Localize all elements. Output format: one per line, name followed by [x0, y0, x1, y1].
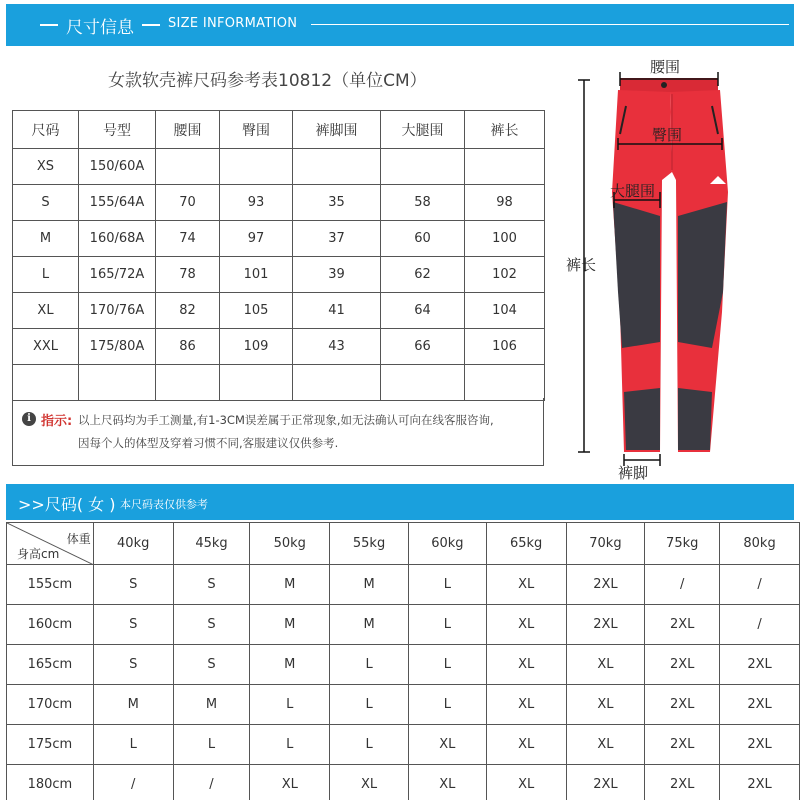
size-column-header: 大腿围	[381, 111, 465, 149]
size-table-cell: 150/60A	[79, 149, 156, 185]
size-table-cell: 78	[156, 257, 220, 293]
size-table-cell: 98	[465, 185, 545, 221]
weight-column-header: 65kg	[486, 523, 566, 565]
size-table-cell: 82	[156, 293, 220, 329]
label-waist: 腰围	[650, 58, 681, 76]
size-table-cell: 104	[465, 293, 545, 329]
recommended-size-cell: 2XL	[720, 765, 800, 800]
size-table-row	[13, 293, 545, 329]
weight-column-header: 80kg	[720, 523, 800, 565]
weight-header-row	[7, 523, 800, 565]
recommended-size-cell: /	[645, 565, 720, 605]
size-column-header: 号型	[79, 111, 156, 149]
size-table-cell: 160/68A	[79, 221, 156, 257]
height-row	[7, 605, 800, 645]
recommended-size-cell: /	[720, 605, 800, 645]
recommended-size-cell: M	[250, 565, 330, 605]
height-label: 155cm	[7, 565, 94, 605]
recommended-size-cell: 2XL	[566, 765, 645, 800]
recommended-size-cell: S	[93, 565, 173, 605]
size-table-cell: 62	[381, 257, 465, 293]
size-table-cell	[381, 149, 465, 185]
size-table-header	[13, 111, 545, 149]
size-chart-table	[12, 110, 545, 401]
size-table-cell: L	[13, 257, 79, 293]
banner-dash-left	[40, 24, 58, 26]
size-table-cell	[465, 149, 545, 185]
size-chart-title: 女款软壳裤尺码参考表10812（单位CM）	[108, 71, 427, 91]
size-table-row	[13, 365, 545, 401]
size-table-cell: M	[13, 221, 79, 257]
recommended-size-cell: 2XL	[645, 645, 720, 685]
size-table-cell: 105	[220, 293, 293, 329]
size-table-cell: 74	[156, 221, 220, 257]
recommended-size-cell: XL	[408, 725, 486, 765]
size-table-cell: 93	[220, 185, 293, 221]
size-table-cell: 165/72A	[79, 257, 156, 293]
weight-column-header: 50kg	[250, 523, 330, 565]
size-info-banner	[6, 4, 794, 46]
height-row	[7, 725, 800, 765]
recommendation-subtitle: 本尺码表仅供参考	[120, 498, 208, 511]
size-table-cell: 70	[156, 185, 220, 221]
size-table-cell: 64	[381, 293, 465, 329]
note-line-1: 以上尺码均为手工测量,有1-3CM误差属于正常现象,如无法确认可向在线客服咨询,	[78, 413, 494, 427]
note-line-2: 因每个人的体型及穿着习惯不同,客服建议仅供参考.	[78, 436, 339, 450]
size-table-cell: 66	[381, 329, 465, 365]
recommended-size-cell: /	[93, 765, 173, 800]
size-column-header: 腰围	[156, 111, 220, 149]
weight-height-table	[6, 522, 800, 800]
size-table-cell: 39	[293, 257, 381, 293]
recommended-size-cell: XL	[408, 765, 486, 800]
note-label: 指示:	[41, 414, 73, 429]
recommended-size-cell: XL	[330, 765, 409, 800]
recommended-size-cell: 2XL	[720, 685, 800, 725]
size-table-cell: 109	[220, 329, 293, 365]
size-table-cell	[465, 365, 545, 401]
size-table-cell: 106	[465, 329, 545, 365]
height-label: 165cm	[7, 645, 94, 685]
recommended-size-cell: M	[330, 605, 409, 645]
recommended-size-cell: M	[250, 605, 330, 645]
size-column-header: 尺码	[13, 111, 79, 149]
size-table-cell	[220, 149, 293, 185]
size-table-row	[13, 257, 545, 293]
size-table-row	[13, 329, 545, 365]
recommended-size-cell: M	[250, 645, 330, 685]
size-table-cell	[156, 365, 220, 401]
weight-column-header: 55kg	[330, 523, 409, 565]
size-table-row	[13, 149, 545, 185]
height-label: 170cm	[7, 685, 94, 725]
height-row	[7, 685, 800, 725]
recommended-size-cell: XL	[486, 685, 566, 725]
pants-diagram	[560, 52, 800, 484]
size-table-cell: XS	[13, 149, 79, 185]
recommended-size-cell: XL	[566, 725, 645, 765]
recommended-size-cell: XL	[486, 765, 566, 800]
banner-title-cn: 尺寸信息	[66, 18, 134, 38]
corner-height-label: 身高cm	[17, 547, 60, 561]
size-table-cell: 43	[293, 329, 381, 365]
height-label: 175cm	[7, 725, 94, 765]
size-table-cell: 97	[220, 221, 293, 257]
size-table-cell: 60	[381, 221, 465, 257]
label-thigh: 大腿围	[610, 182, 656, 200]
recommended-size-cell: XL	[486, 725, 566, 765]
size-table-cell: XXL	[13, 329, 79, 365]
banner-dash-right	[142, 24, 160, 26]
recommended-size-cell: /	[720, 565, 800, 605]
height-row	[7, 565, 800, 605]
recommended-size-cell: 2XL	[566, 605, 645, 645]
weight-column-header: 75kg	[645, 523, 720, 565]
recommendation-title: >>尺码( 女 )	[18, 495, 116, 514]
recommended-size-cell: L	[173, 725, 250, 765]
size-column-header: 臀围	[220, 111, 293, 149]
recommended-size-cell: XL	[566, 685, 645, 725]
weight-column-header: 40kg	[93, 523, 173, 565]
weight-column-header: 70kg	[566, 523, 645, 565]
size-table-cell: 58	[381, 185, 465, 221]
recommended-size-cell: S	[93, 605, 173, 645]
size-table-row	[13, 221, 545, 257]
size-table-cell	[13, 365, 79, 401]
recommended-size-cell: L	[330, 725, 409, 765]
recommended-size-cell: L	[408, 685, 486, 725]
weight-column-header: 60kg	[408, 523, 486, 565]
size-table-cell	[293, 365, 381, 401]
recommended-size-cell: L	[408, 645, 486, 685]
size-table-cell: 41	[293, 293, 381, 329]
recommended-size-cell: XL	[486, 605, 566, 645]
recommended-size-cell: S	[173, 605, 250, 645]
size-table-row	[13, 185, 545, 221]
size-table-cell: 155/64A	[79, 185, 156, 221]
recommended-size-cell: L	[330, 685, 409, 725]
size-table-cell: 175/80A	[79, 329, 156, 365]
banner-rule	[311, 24, 789, 25]
size-table-cell: 102	[465, 257, 545, 293]
recommended-size-cell: XL	[486, 645, 566, 685]
recommended-size-cell: S	[173, 565, 250, 605]
recommended-size-cell: L	[408, 565, 486, 605]
recommended-size-cell: 2XL	[645, 765, 720, 800]
recommended-size-cell: M	[173, 685, 250, 725]
size-table-cell	[79, 365, 156, 401]
recommended-size-cell: 2XL	[720, 725, 800, 765]
size-table-cell	[220, 365, 293, 401]
recommended-size-cell: M	[93, 685, 173, 725]
recommended-size-cell: /	[173, 765, 250, 800]
corner-cell	[7, 523, 94, 565]
label-hip: 臀围	[652, 126, 683, 144]
size-note	[12, 398, 544, 466]
recommendation-banner	[6, 484, 794, 520]
recommended-size-cell: XL	[250, 765, 330, 800]
info-icon: i	[22, 412, 36, 426]
size-table-cell	[293, 149, 381, 185]
recommended-size-cell: S	[93, 645, 173, 685]
recommended-size-cell: 2XL	[645, 605, 720, 645]
recommended-size-cell: 2XL	[645, 685, 720, 725]
recommended-size-cell: L	[250, 725, 330, 765]
recommended-size-cell: XL	[486, 565, 566, 605]
recommended-size-cell: 2XL	[645, 725, 720, 765]
weight-column-header: 45kg	[173, 523, 250, 565]
size-table-cell: 170/76A	[79, 293, 156, 329]
recommended-size-cell: S	[173, 645, 250, 685]
recommended-size-cell: 2XL	[720, 645, 800, 685]
recommended-size-cell: XL	[566, 645, 645, 685]
size-table-cell: XL	[13, 293, 79, 329]
recommended-size-cell: L	[250, 685, 330, 725]
banner-title-en: SIZE INFORMATION	[168, 16, 298, 31]
recommended-size-cell: L	[408, 605, 486, 645]
size-table-cell: 35	[293, 185, 381, 221]
size-table-cell	[381, 365, 465, 401]
size-column-header: 裤脚围	[293, 111, 381, 149]
label-length: 裤长	[566, 256, 597, 274]
size-table-cell	[156, 149, 220, 185]
recommended-size-cell: L	[330, 645, 409, 685]
recommended-size-cell: M	[330, 565, 409, 605]
size-table-cell: 37	[293, 221, 381, 257]
height-label: 160cm	[7, 605, 94, 645]
size-table-cell: 86	[156, 329, 220, 365]
height-row	[7, 645, 800, 685]
size-table-cell: S	[13, 185, 79, 221]
size-table-cell: 101	[220, 257, 293, 293]
height-row	[7, 765, 800, 800]
label-hem: 裤脚	[618, 464, 649, 482]
height-label: 180cm	[7, 765, 94, 800]
recommended-size-cell: L	[93, 725, 173, 765]
size-table-cell: 100	[465, 221, 545, 257]
corner-weight-label: 体重	[66, 532, 91, 546]
recommended-size-cell: 2XL	[566, 565, 645, 605]
size-column-header: 裤长	[465, 111, 545, 149]
